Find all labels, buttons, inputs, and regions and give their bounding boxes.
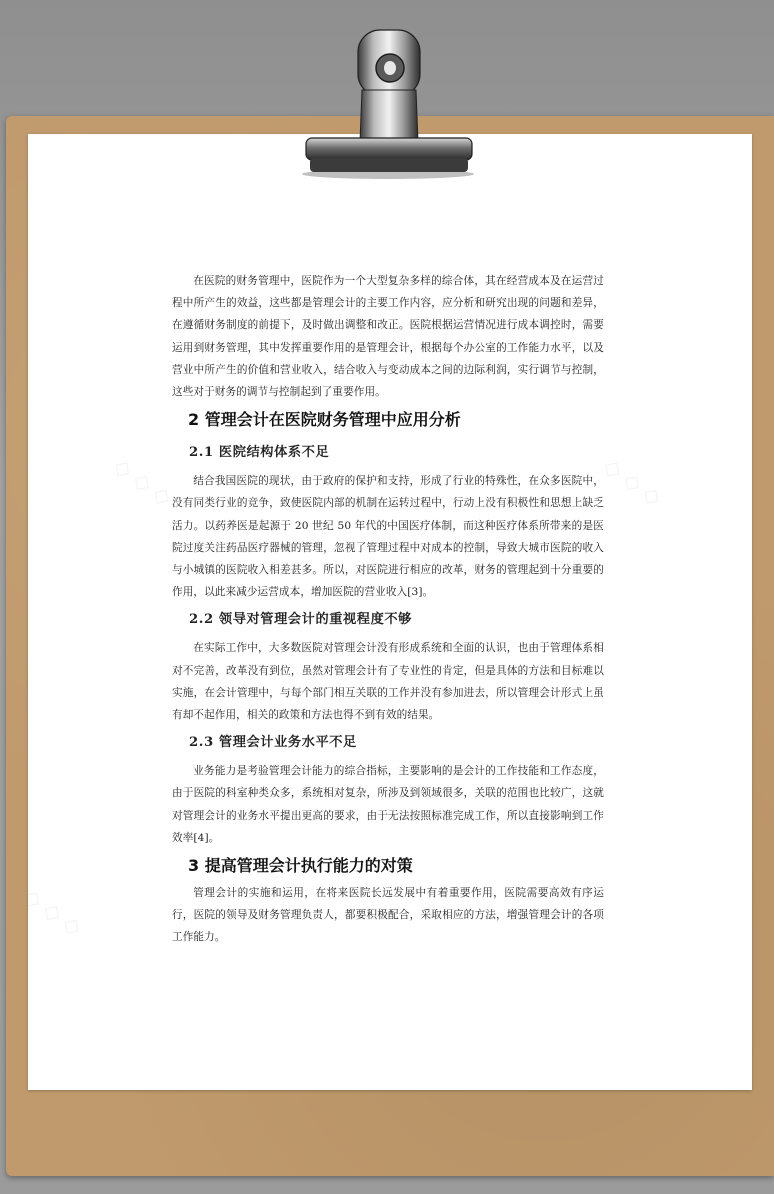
body-paragraph: 在医院的财务管理中，医院作为一个大型复杂多样的综合体，其在经营成本及在运营过程中所产生的效益，这些都是管理会计的主要工作内容，应分析和研究出现的问题和差异，在遵循财务制度的前提下，及时做出调整和改正。医院根据运营情况进行成本调控时，需要运用到财务管理，其中发挥重要作用的是管理会计，根据每个办公室的工作能力水平，以及营业中所产生的价值和营业收入，结合收入与变动成本之间的边际利润，实行调节与控制，这些对于财务的调节与控制起到了重要作用。 — [172, 275, 604, 399]
body-paragraph: 业务能力是考验管理会计能力的综合指标，主要影响的是会计的工作技能和工作态度，由于医院的科室种类众多，系统相对复杂，所涉及到领域很多，关联的范围也比较广，这就对管理会计的业务水平提出更高的要求，由于无法按照标准完成工作，所以直接影响到工作效率[4]。 — [172, 765, 604, 844]
body-paragraph: 管理会计的实施和运用，在将来医院长远发展中有着重要作用，医院需要高效有序运行，医院的领导及财务管理负责人，都要积极配合，采取相应的方法，增强管理会计的各项工作能力。 — [172, 887, 604, 944]
binder-clip-icon — [300, 20, 476, 180]
section-heading: 3 提高管理会计执行能力的对策 — [188, 856, 413, 876]
body-paragraph: 在实际工作中，大多数医院对管理会计没有形成系统和全面的认识，也由于管理体系相对不完善，改革没有到位，虽然对管理会计有了专业性的肯定，但是具体的方法和目标难以实施，在会计管理中，与每个部门相互关联的工作并没有参加进去，所以管理会计形式上虽有却不起作用，相关的政策和方法也得不到有效的结果。 — [172, 642, 604, 722]
subsection-heading: 2.2 领导对管理会计的重视程度不够 — [189, 612, 412, 628]
subsection-heading: 2.1 医院结构体系不足 — [189, 445, 330, 461]
body-paragraph: 结合我国医院的现状，由于政府的保护和支持，形成了行业的特殊性，在众多医院中，没有同类行业的竞争，致使医院内部的机制在运转过程中，行动上没有积极性和思想上缺乏活力。以药养医是起源于 20 世纪 50 年代的中国医疗体制，而这种医疗体系所带来的是医院过度关注药品医疗器械的管理，忽视了管理过程中对成本的控制，导致大城市医院的收入与小城镇的医院收入相差甚多。所以，对医院进行相应的改革，财务的管理起到十分重要的作用，以此来减少运营成本，增加医院的营业收入[3]。 — [172, 475, 604, 599]
document-body — [172, 270, 604, 949]
subsection-heading: 2.3 管理会计业务水平不足 — [189, 735, 357, 751]
section-heading: 2 管理会计在医院财务管理中应用分析 — [188, 410, 461, 430]
